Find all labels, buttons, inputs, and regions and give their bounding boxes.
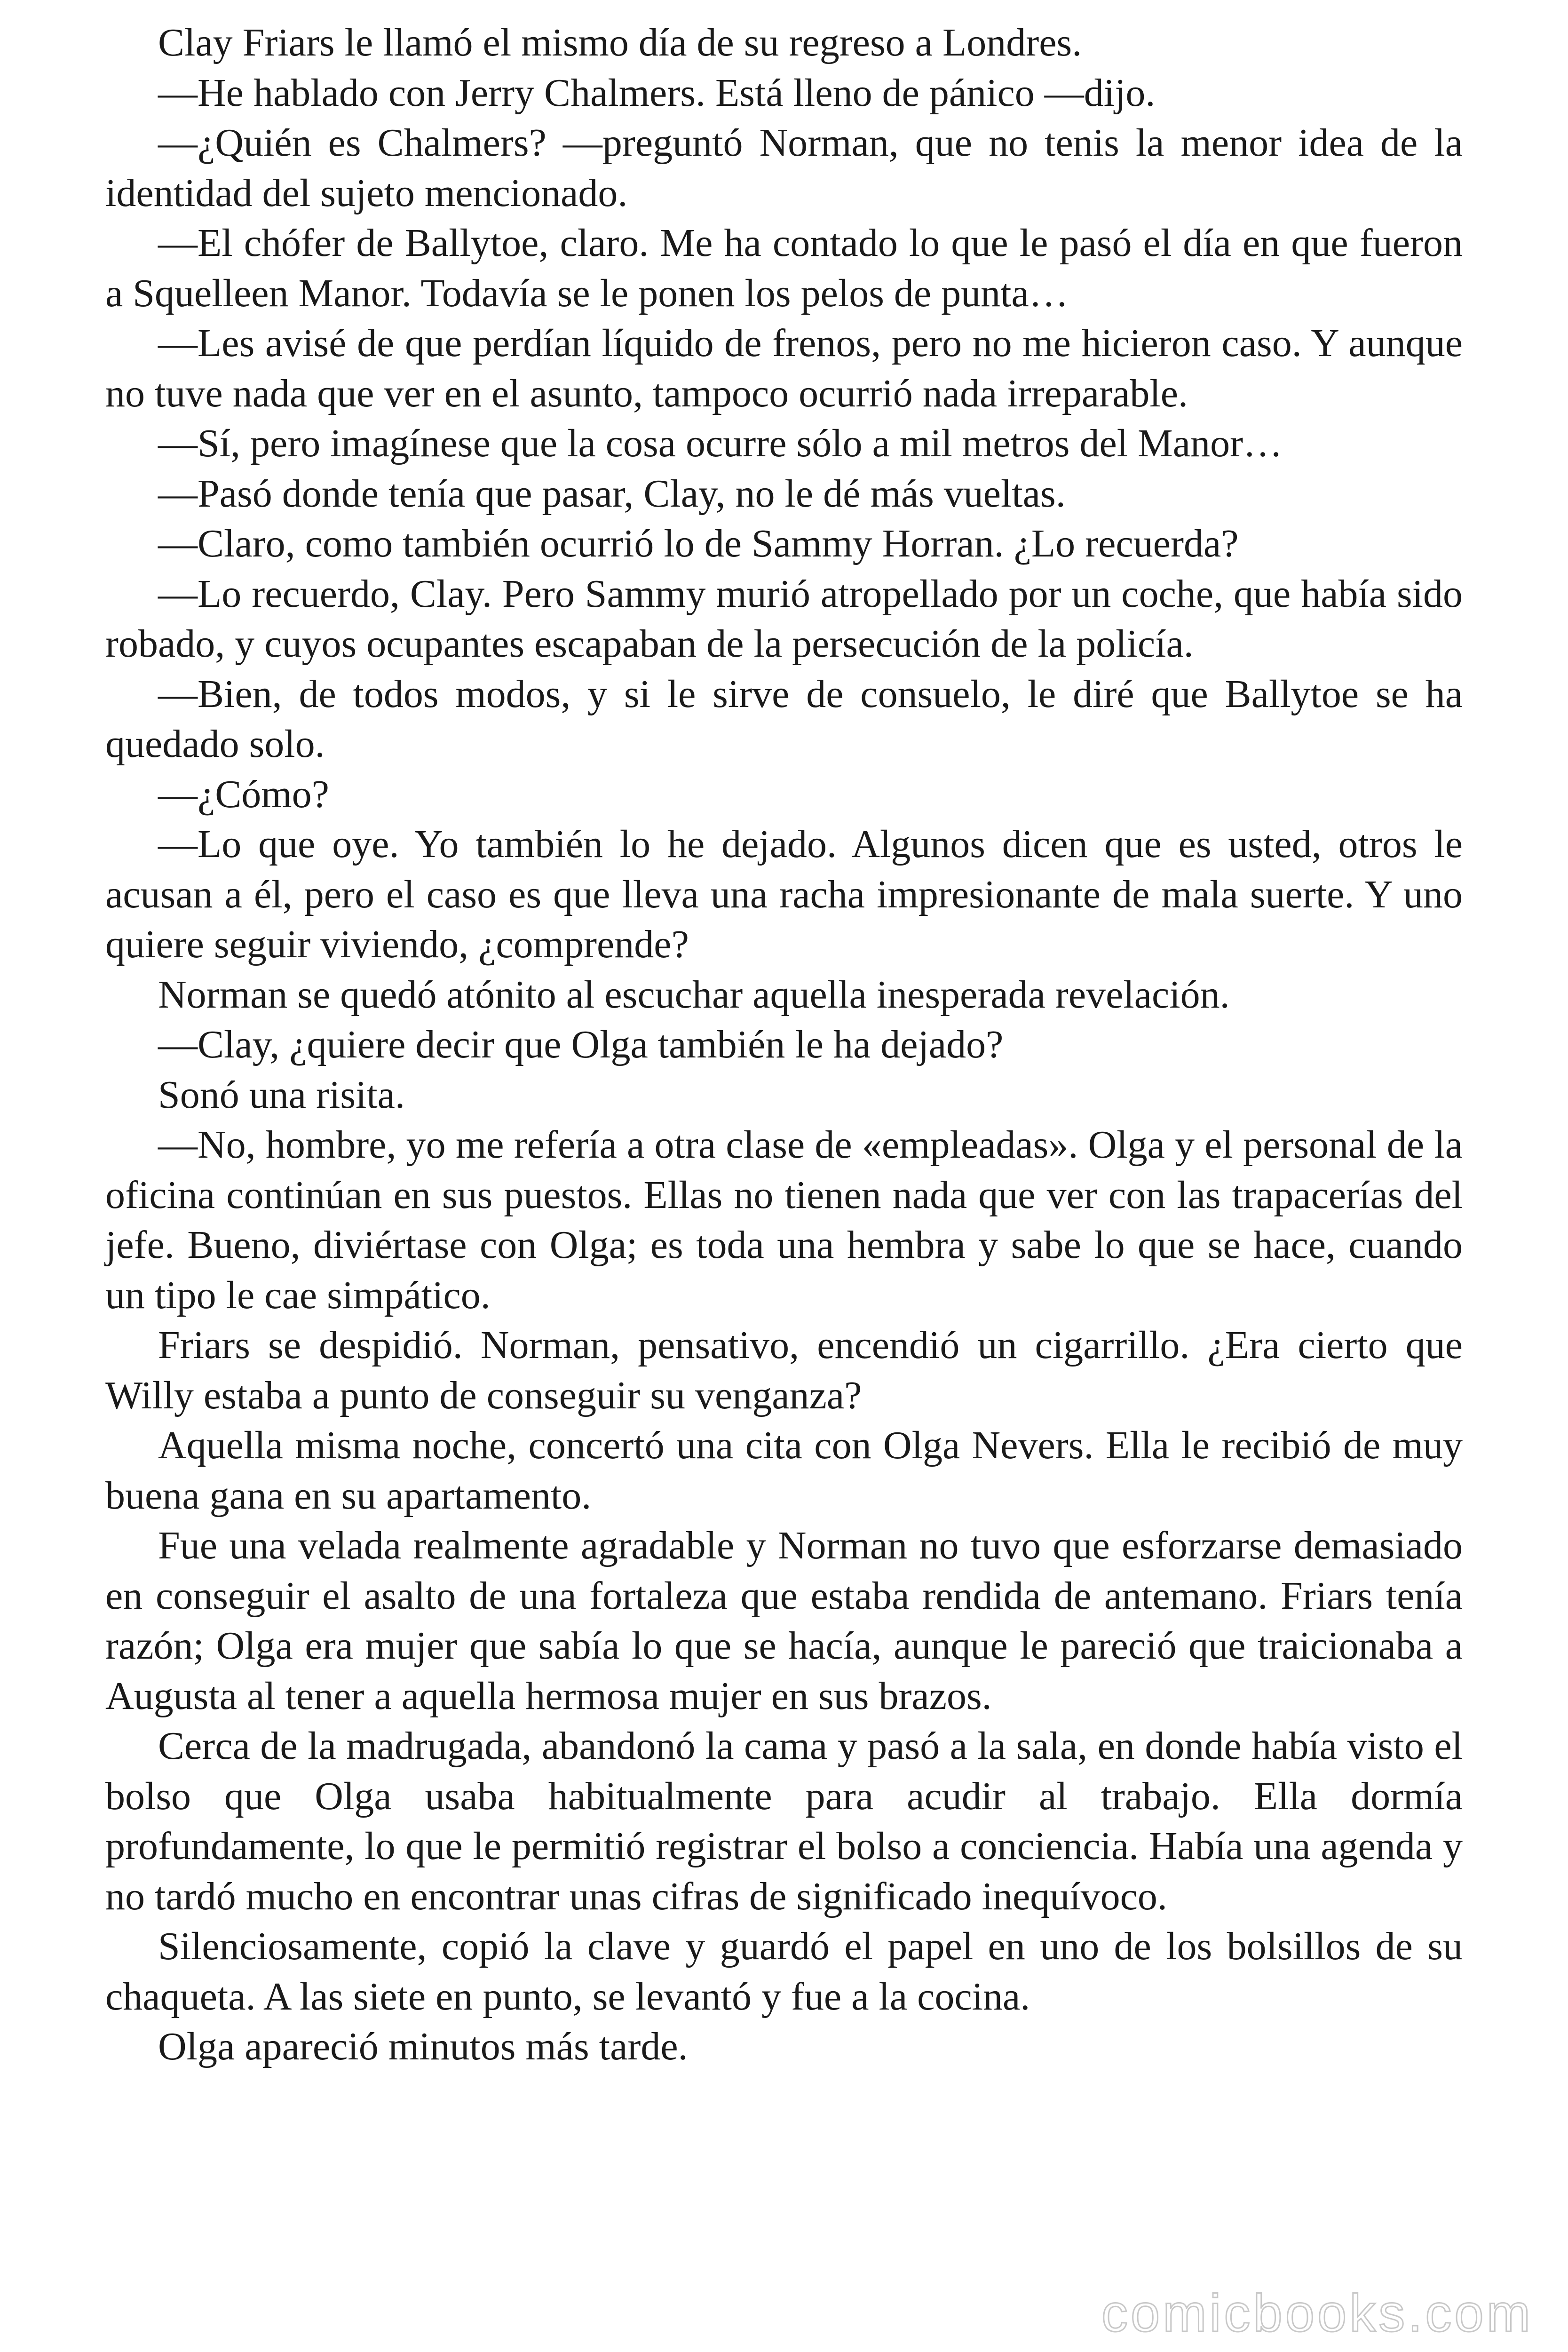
paragraph: —Bien, de todos modos, y si le sirve de consuelo, le diré que Ballytoe se ha quedado solo. <box>105 672 1463 766</box>
paragraph: —Claro, como también ocurrió lo de Sammy Horran. ¿Lo recuerda? <box>158 522 1239 565</box>
paragraph: —Lo recuerdo, Clay. Pero Sammy murió atropellado por un coche, que había sido robado, y cuyos ocupantes escapaban de la persecución de la policía. <box>105 572 1463 666</box>
paragraph: Friars se despidió. Norman, pensativo, encendió un cigarrillo. ¿Era cierto que Willy estaba a punto de conseguir su venganza? <box>105 1323 1463 1417</box>
paragraph: —Lo que oye. Yo también lo he dejado. Algunos dicen que es usted, otros le acusan a él, pero el caso es que lleva una racha impresionante de mala suerte. Y uno quiere seguir viviendo, ¿comprende? <box>105 822 1463 966</box>
paragraph: Norman se quedó atónito al escuchar aquella inesperada revelación. <box>158 972 1230 1017</box>
paragraph: —Clay, ¿quiere decir que Olga también le ha dejado? <box>158 1023 1004 1066</box>
body-text <box>105 18 1463 2072</box>
paragraph: Silenciosamente, copió la clave y guardó el papel en uno de los bolsillos de su chaqueta. A las siete en punto, se levantó y fue a la cocina. <box>105 1924 1463 2018</box>
paragraph: Sonó una risita. <box>158 1073 405 1117</box>
paragraph: Aquella misma noche, concertó una cita con Olga Nevers. Ella le recibió de muy buena gana en su apartamento. <box>105 1423 1463 1518</box>
paragraph: —Les avisé de que perdían líquido de frenos, pero no me hicieron caso. Y aunque no tuve nada que ver en el asunto, tampoco ocurrió nada irreparable. <box>105 321 1463 415</box>
paragraph: —¿Cómo? <box>158 772 329 816</box>
paragraph: Clay Friars le llamó el mismo día de su regreso a Londres. <box>158 21 1082 64</box>
paragraph: —Sí, pero imagínese que la cosa ocurre sólo a mil metros del Manor… <box>158 421 1283 465</box>
paragraph: —No, hombre, yo me refería a otra clase de «empleadas». Olga y el personal de la oficina continúan en sus puestos. Ellas no tienen nada que ver con las trapacerías del jefe. Bueno, diviértase con Olga; es toda una hembra y sabe lo que se hace, cuando un tipo le cae simpático. <box>105 1123 1463 1317</box>
paragraph: Cerca de la madrugada, abandonó la cama y pasó a la sala, en donde había visto el bolso que Olga usaba habitualmente para acudir al trabajo. Ella dormía profundamente, lo que le permitió registrar el bolso a conciencia. Había una agenda y no tardó mucho en encontrar unas cifras de significado inequívoco. <box>105 1724 1463 1918</box>
watermark: comicbooks.com <box>1101 2284 1533 2343</box>
paragraph: —¿Quién es Chalmers? —preguntó Norman, que no tenis la menor idea de la identidad del sujeto mencionado. <box>105 121 1463 215</box>
paragraph: Fue una velada realmente agradable y Norman no tuvo que esforzarse demasiado en conseguir el asalto de una fortaleza que estaba rendida de antemano. Friars tenía razón; Olga era mujer que sabía lo que se hacía, aunque le pareció que traicionaba a Augusta al tener a aquella hermosa mujer en sus brazos. <box>105 1524 1463 1718</box>
paragraph: —El chófer de Ballytoe, claro. Me ha contado lo que le pasó el día en que fueron a Squelleen Manor. Todavía se le ponen los pelos de punta… <box>105 221 1463 315</box>
paragraph: —Pasó donde tenía que pasar, Clay, no le dé más vueltas. <box>158 471 1066 516</box>
paragraph: —He hablado con Jerry Chalmers. Está lleno de pánico —dijo. <box>158 71 1156 115</box>
paragraph: Olga apareció minutos más tarde. <box>158 2025 688 2068</box>
